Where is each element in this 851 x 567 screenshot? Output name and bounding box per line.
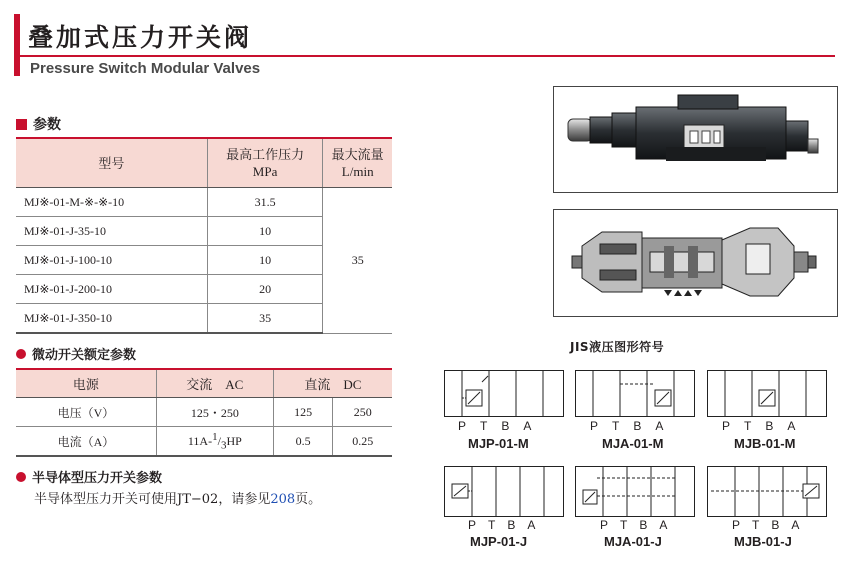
- valve-cross-section-icon: [554, 210, 837, 316]
- row-label: 电流（A）: [16, 427, 156, 457]
- port-label: P: [590, 419, 613, 433]
- product-photo: [553, 86, 838, 193]
- port-label: T: [752, 518, 772, 532]
- port-label: P: [468, 518, 489, 532]
- port-label: T: [744, 419, 766, 433]
- square-bullet-icon: [16, 119, 27, 130]
- semiconductor-heading: [16, 467, 162, 486]
- page-subtitle: Pressure Switch Modular Valves: [30, 60, 261, 77]
- ac-value-prefix: 11A-: [187, 433, 213, 448]
- port-label: B: [771, 518, 792, 532]
- jis-symbol-label: MJB-01-M: [734, 436, 796, 451]
- port-labels: [590, 419, 677, 433]
- dc-cell: 0.25: [333, 427, 392, 457]
- col-max-flow-label: 最大流量: [331, 147, 384, 162]
- jis-symbol-label: MJP-01-M: [468, 436, 529, 451]
- port-labels: [722, 419, 809, 433]
- port-label: A: [655, 419, 678, 433]
- ac-value-unit: HP: [226, 433, 242, 448]
- ac-cell: 125・250: [156, 398, 273, 427]
- col-power: 电源: [16, 369, 156, 398]
- port-label: B: [765, 419, 788, 433]
- port-label: T: [488, 518, 508, 532]
- jis-symbol-label: MJP-01-J: [470, 534, 528, 549]
- port-labels: [732, 518, 811, 532]
- micro-switch-header: [16, 369, 392, 398]
- page-title: 叠加式压力开关阀: [28, 23, 253, 52]
- semiconductor-title: 半导体型压力开关参数: [32, 471, 163, 486]
- port-label: A: [523, 419, 546, 433]
- pressure-cell: 35: [207, 304, 323, 334]
- table-row: [16, 188, 392, 217]
- jis-symbol-label: MJA-01-M: [602, 436, 664, 451]
- col-dc: 直流 DC: [273, 369, 392, 398]
- col-max-flow-unit: L/min: [341, 164, 374, 179]
- fraction-denominator: 3: [220, 439, 227, 452]
- dot-bullet-icon: [16, 349, 26, 359]
- params-table: [16, 137, 392, 334]
- port-label: B: [501, 419, 524, 433]
- table-row: [16, 427, 392, 457]
- valve-photo-icon: [554, 87, 837, 192]
- title-divider: [20, 55, 835, 57]
- page-reference-link[interactable]: 208: [270, 492, 296, 507]
- jis-symbol-label: MJB-01-J: [734, 534, 792, 549]
- col-max-pressure-unit: MPa: [252, 164, 278, 179]
- pressure-cell: 10: [207, 217, 323, 246]
- pressure-cell: 10: [207, 246, 323, 275]
- params-table-header: [16, 138, 392, 188]
- model-cell: MJ※-01-M-※-※-10: [16, 188, 207, 217]
- port-label: A: [659, 518, 680, 532]
- port-label: P: [732, 518, 753, 532]
- params-section-heading: [16, 114, 61, 134]
- port-label: P: [722, 419, 745, 433]
- semiconductor-note-text: 半导体型压力开关可使用JT−02，请参见: [34, 492, 271, 507]
- port-label: B: [639, 518, 660, 532]
- dc-cell: 0.5: [273, 427, 333, 457]
- col-max-pressure-label: 最高工作压力: [226, 147, 305, 162]
- port-label: A: [787, 419, 810, 433]
- table-row: [16, 398, 392, 427]
- dot-bullet-icon: [16, 472, 26, 482]
- col-max-pressure: [207, 138, 323, 188]
- dc-cell: 125: [273, 398, 333, 427]
- model-cell: MJ※-01-J-350-10: [16, 304, 207, 334]
- fraction-slash: /: [217, 433, 221, 448]
- port-label: T: [612, 419, 634, 433]
- row-label: 电压（V）: [16, 398, 156, 427]
- model-cell: MJ※-01-J-100-10: [16, 246, 207, 275]
- jis-symbol-label: MJA-01-J: [604, 534, 662, 549]
- port-label: T: [480, 419, 502, 433]
- port-label: A: [527, 518, 548, 532]
- model-cell: MJ※-01-J-35-10: [16, 217, 207, 246]
- port-label: P: [458, 419, 481, 433]
- semiconductor-note: [34, 488, 321, 507]
- col-max-flow: [323, 138, 392, 188]
- port-labels: [468, 518, 547, 532]
- port-labels: [600, 518, 679, 532]
- params-section-title: 参数: [33, 117, 61, 133]
- ac-cell: [156, 427, 273, 457]
- col-ac: 交流 AC: [156, 369, 273, 398]
- port-label: B: [633, 419, 656, 433]
- semiconductor-note-suffix: 页。: [295, 492, 322, 507]
- port-label: T: [620, 518, 640, 532]
- fraction-numerator: 1: [212, 430, 218, 443]
- port-label: P: [600, 518, 621, 532]
- pressure-cell: 20: [207, 275, 323, 304]
- micro-switch-title: 微动开关额定参数: [32, 348, 137, 363]
- micro-switch-heading: [16, 344, 136, 363]
- flow-cell: 35: [323, 188, 392, 334]
- jis-title: JIS液压图形符号: [570, 340, 665, 354]
- port-labels: [458, 419, 545, 433]
- title-accent-bar: [14, 14, 20, 76]
- dc-cell: 250: [333, 398, 392, 427]
- cutaway-drawing: [553, 209, 838, 317]
- micro-switch-table: [16, 368, 392, 457]
- col-model: 型号: [16, 138, 207, 188]
- model-cell: MJ※-01-J-200-10: [16, 275, 207, 304]
- pressure-cell: 31.5: [207, 188, 323, 217]
- port-label: B: [507, 518, 528, 532]
- port-label: A: [791, 518, 812, 532]
